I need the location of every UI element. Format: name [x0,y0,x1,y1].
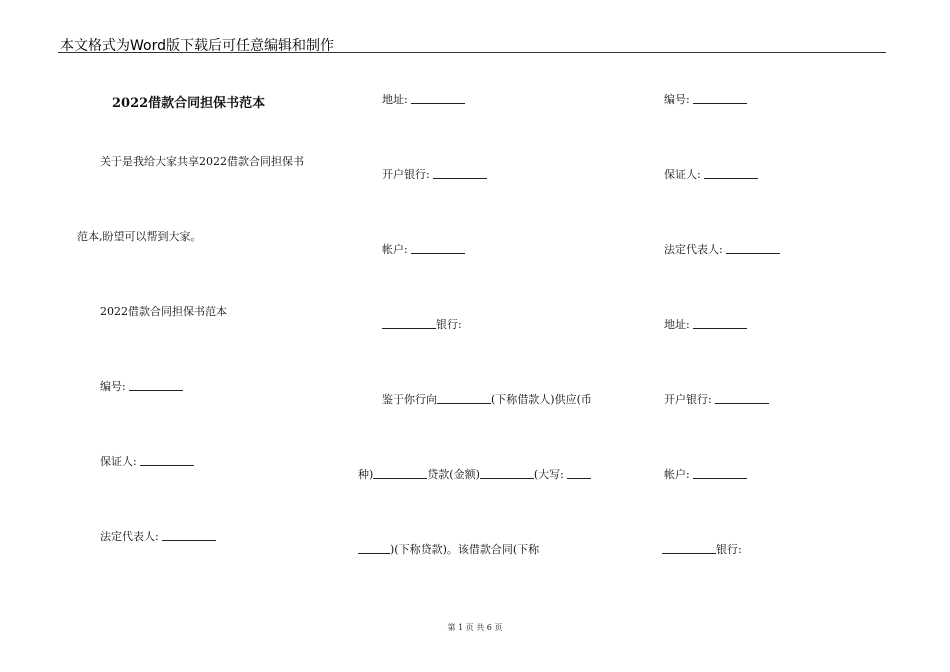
col3-legal-rep-blank [726,243,780,254]
page-number-footer: 第 1 页 共 6 页 [447,623,503,632]
col2-paragraph-line-1 [382,393,592,407]
number-blank [129,380,183,391]
col3-bank-name-blank [662,543,716,554]
section-subtitle: 2022借款合同担保书范本 [100,305,227,318]
para1-text-b: (下称借款人)供应(币 [491,393,592,406]
col3-field-address [664,318,747,332]
col2-field-account [382,243,465,257]
col2-address-label: 地址: [382,93,408,106]
para2-text-a: 种) [358,468,374,481]
col3-bank-label: 开户银行: [664,393,712,406]
col2-bank-name-blank [382,318,436,329]
col3-account-label: 帐户: [664,468,690,481]
col3-field-bank-name [662,543,742,557]
document-title: 2022借款合同担保书范本 [112,96,266,111]
col3-guarantor-blank [704,168,758,179]
amount-words-blank-cont [358,543,390,554]
para1-text-a: 鉴于你行向 [382,393,437,406]
col3-field-account [664,468,747,482]
col2-account-blank [411,243,465,254]
guarantor-blank [140,455,194,466]
col3-legal-rep-label: 法定代表人: [664,243,723,256]
col2-paragraph-line-2 [358,468,591,482]
field-legal-rep [100,530,216,544]
col3-number-blank [693,93,747,104]
col2-bank-blank [433,168,487,179]
borrower-blank [437,393,491,404]
col3-account-blank [693,468,747,479]
legal-rep-blank [162,530,216,541]
document-header-title: 本文格式为Word版下载后可任意编辑和制作 [60,38,334,54]
field-number [100,380,183,394]
amount-words-blank [567,468,591,479]
col2-bank-suffix: 银行: [436,318,462,331]
intro-line-2: 范本,盼望可以帮到大家。 [77,230,202,243]
col3-address-blank [693,318,747,329]
col3-field-guarantor [664,168,758,182]
amount-blank [480,468,534,479]
col3-bank-suffix: 银行: [716,543,742,556]
col2-field-bank [382,168,487,182]
para2-text-c: (大写: [533,468,564,481]
field-number-label: 编号: [100,380,126,393]
field-guarantor [100,455,194,469]
col3-guarantor-label: 保证人: [664,168,701,181]
currency-blank [373,468,427,479]
field-guarantor-label: 保证人: [100,455,137,468]
col2-account-label: 帐户: [382,243,408,256]
col2-field-address [382,93,465,107]
col2-paragraph-line-3 [358,543,539,557]
col3-bank-blank [715,393,769,404]
col2-address-blank [411,93,465,104]
col2-bank-label: 开户银行: [382,168,430,181]
col3-field-number [664,93,747,107]
para3-text-b: )(下称贷款)。该借款合同(下称 [390,543,540,556]
col3-field-bank [664,393,769,407]
para2-text-b: 贷款(金额) [427,468,480,481]
col3-number-label: 编号: [664,93,690,106]
intro-line-1: 关于是我给大家共享2022借款合同担保书 [100,155,304,168]
header-divider [58,52,886,53]
col3-field-legal-rep [664,243,780,257]
col3-address-label: 地址: [664,318,690,331]
col2-field-bank-name [382,318,462,332]
field-legal-rep-label: 法定代表人: [100,530,159,543]
